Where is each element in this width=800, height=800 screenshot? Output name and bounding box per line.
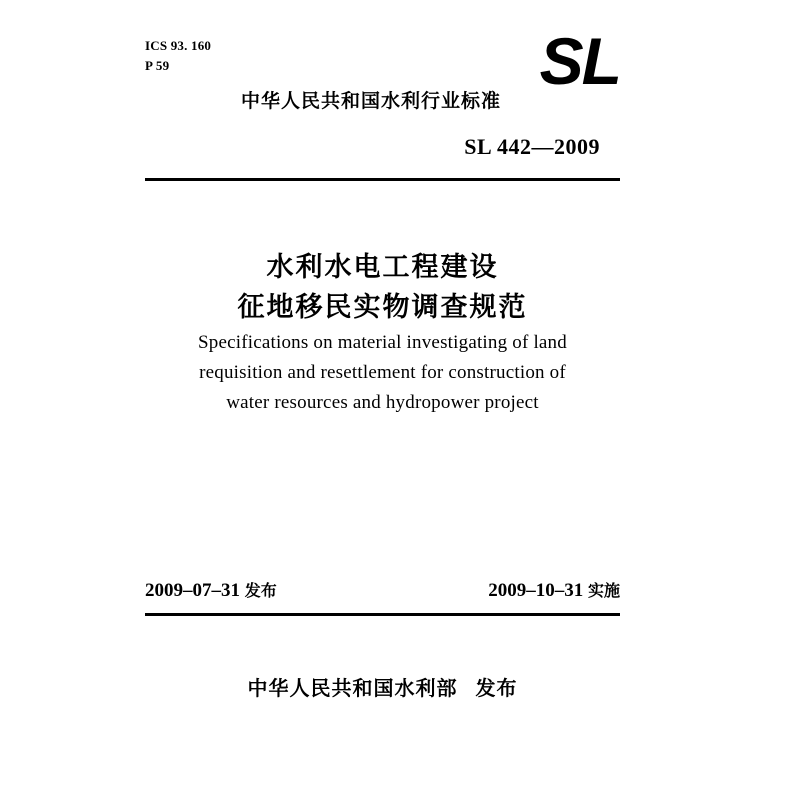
release-date-label: 发布 [244,581,277,600]
effective-date: 2009–10–31 [488,580,584,601]
cover-content [145,0,620,800]
title-english [145,328,620,418]
title-english-line-3: water resources and hydropower project [226,392,539,413]
ics-classification-block [145,36,211,76]
title-chinese-line-2: 征地移民实物调查规范 [237,292,528,323]
title-english-line-1: Specifications on material investigating of land [198,332,567,353]
standard-series-name: 中华人民共和国水利行业标准 [241,90,502,112]
sl-logo: SL [539,24,620,98]
release-date: 2009–07–31 [145,580,240,601]
effective-date-group [488,578,620,602]
issuer-line [145,672,620,701]
release-date-group [145,578,277,602]
issuer-name: 中华人民共和国水利部 [247,676,458,700]
title-english-line-2: requisition and resettlement for construction of [199,362,566,383]
issuer-action: 发布 [475,676,518,700]
divider-top [145,178,620,181]
standard-number: SL 442—2009 [464,134,600,159]
dates-row [145,578,620,602]
title-chinese [145,248,620,328]
divider-bottom [145,613,620,616]
classification-code: P 59 [145,58,170,73]
ics-code: ICS 93. 160 [145,38,212,53]
effective-date-label: 实施 [587,581,620,600]
title-chinese-line-1: 水利水电工程建设 [266,252,499,283]
